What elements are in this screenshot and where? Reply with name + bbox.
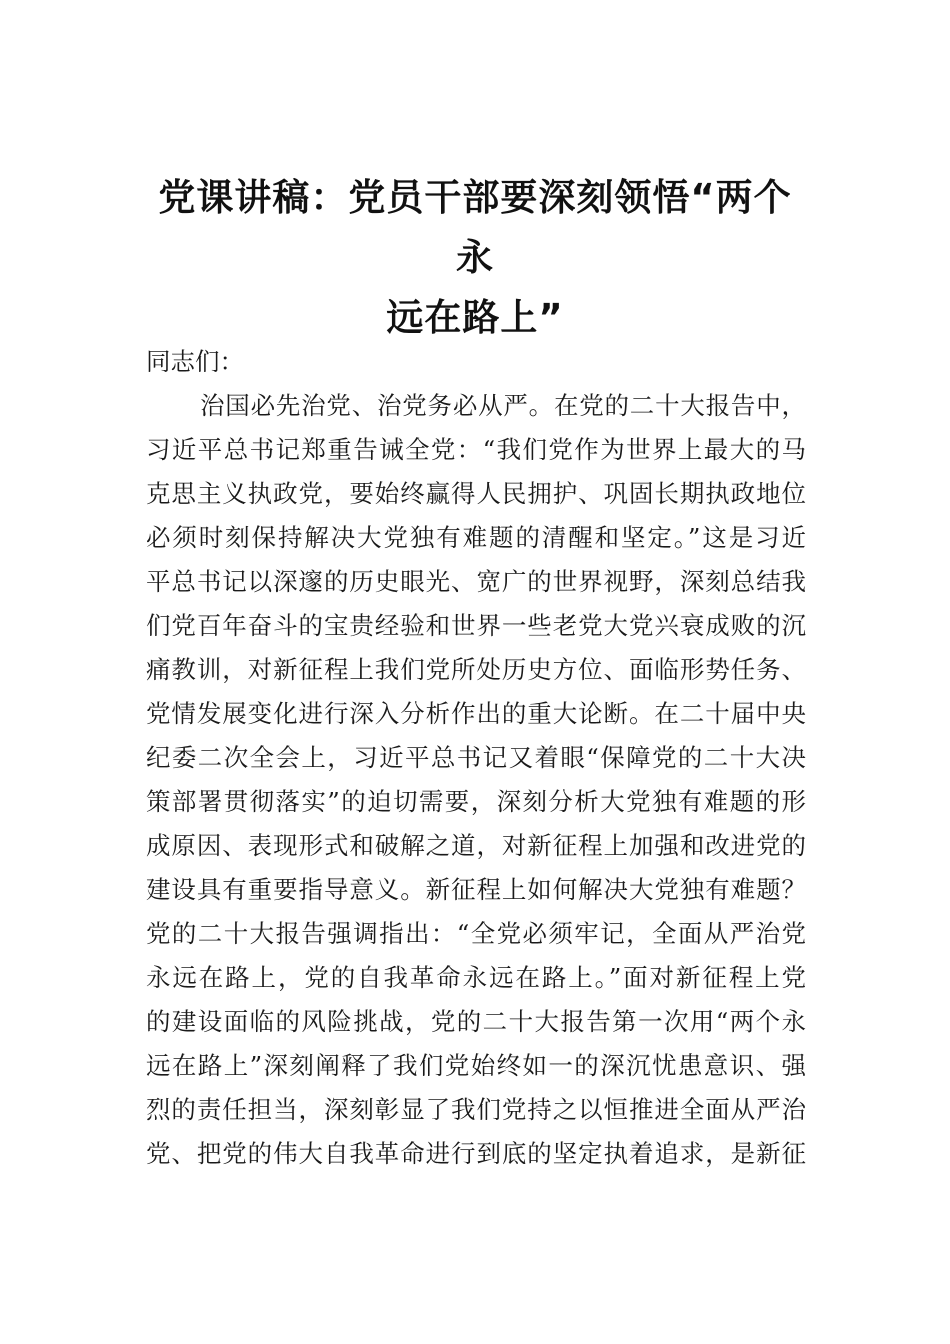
title-line-1: 党课讲稿：党员干部要深刻领悟“两个永 [158, 176, 792, 279]
document-body [146, 340, 806, 1176]
paragraph-line: 党的二十大报告强调指出：“全党必须牢记，全面从严治党 [146, 919, 806, 948]
paragraph-line: 痛教训，对新征程上我们党所处历史方位、面临形势任务、 [146, 655, 806, 684]
salutation: 同志们： [146, 347, 244, 376]
paragraph-line: 必须时刻保持解决大党独有难题的清醒和坚定。”这是习近 [146, 523, 806, 552]
paragraph-line: 烈的责任担当，深刻彰显了我们党持之以恒推进全面从严治 [146, 1095, 806, 1124]
paragraph-line: 们党百年奋斗的宝贵经验和世界一些老党大党兴衰成败的沉 [146, 611, 806, 640]
title-line-2: 远在路上” [386, 296, 564, 339]
paragraph [146, 384, 806, 1176]
paragraph-line: 治国必先治党、治党务必从严。在党的二十大报告中， [200, 391, 806, 420]
paragraph-line: 建设具有重要指导意义。新征程上如何解决大党独有难题？ [146, 875, 806, 904]
paragraph-line: 平总书记以深邃的历史眼光、宽广的世界视野，深刻总结我 [146, 567, 806, 596]
paragraph-line: 远在路上”深刻阐释了我们党始终如一的深沉忧患意识、强 [146, 1051, 806, 1080]
paragraph-line: 习近平总书记郑重告诫全党：“我们党作为世界上最大的马 [146, 435, 806, 464]
paragraph-line: 克思主义执政党，要始终赢得人民拥护、巩固长期执政地位 [146, 479, 806, 508]
paragraph-line: 的建设面临的风险挑战，党的二十大报告第一次用“两个永 [146, 1007, 806, 1036]
paragraph-line: 永远在路上，党的自我革命永远在路上。”面对新征程上党 [146, 963, 806, 992]
document-title [140, 168, 810, 348]
paragraph-line: 纪委二次全会上，习近平总书记又着眼“保障党的二十大决 [146, 743, 806, 772]
paragraph-line: 策部署贯彻落实”的迫切需要，深刻分析大党独有难题的形 [146, 787, 806, 816]
paragraph-line: 成原因、表现形式和破解之道，对新征程上加强和改进党的 [146, 831, 806, 860]
paragraph-line: 党、把党的伟大自我革命进行到底的坚定执着追求，是新征 [146, 1139, 806, 1168]
paragraph-line: 党情发展变化进行深入分析作出的重大论断。在二十届中央 [146, 699, 806, 728]
